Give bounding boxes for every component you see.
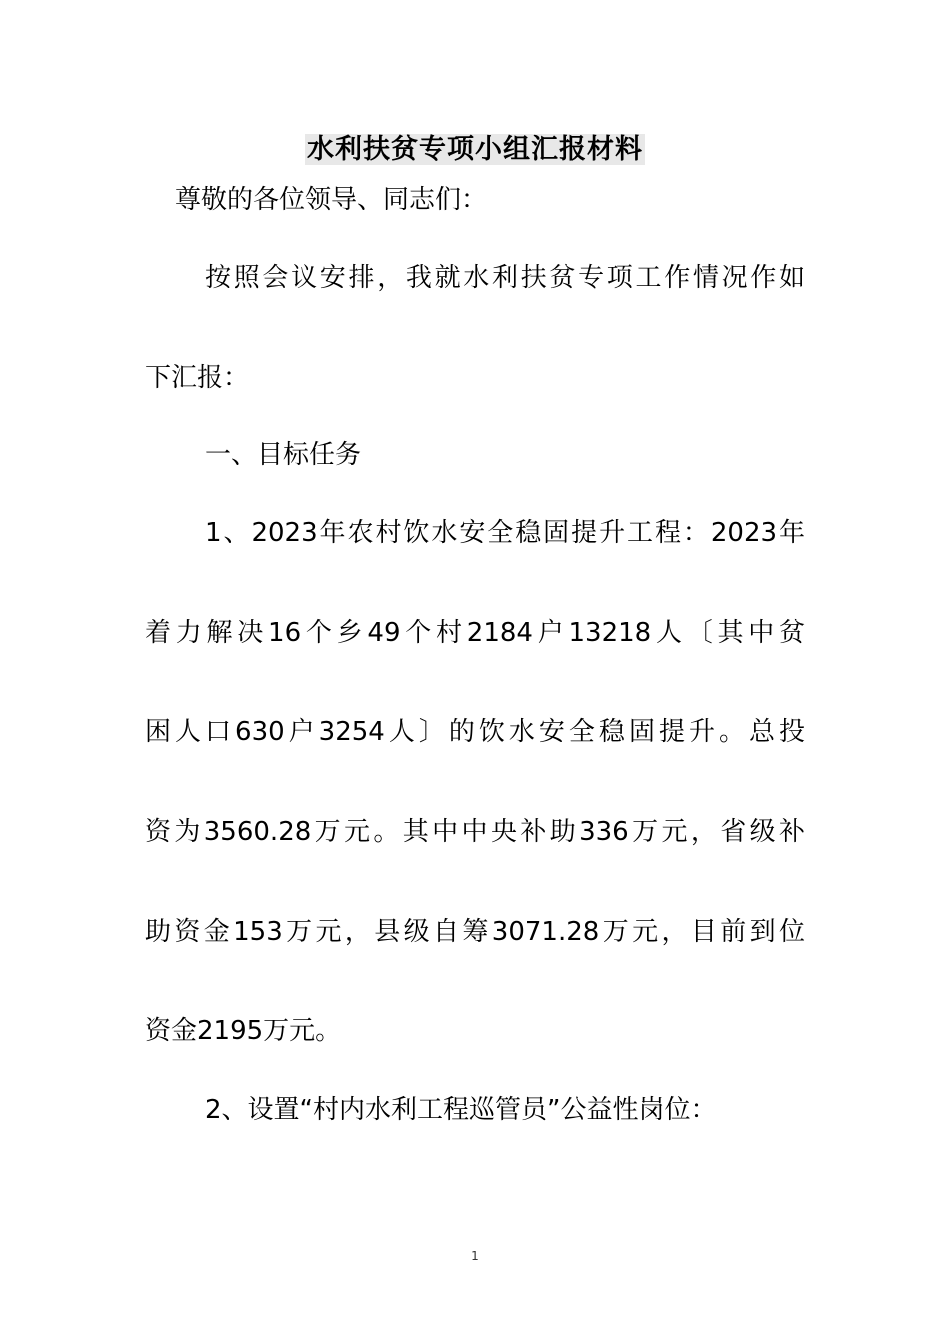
paragraph-line: 下汇报： bbox=[145, 363, 250, 393]
salutation: 尊敬的各位领导、同志们： bbox=[175, 185, 488, 215]
document-title-text: 水利扶贫专项小组汇报材料 bbox=[307, 134, 643, 165]
document-title bbox=[0, 130, 950, 170]
paragraph-line: 按照会议安排，我就水利扶贫专项工作情况作如 bbox=[205, 263, 805, 293]
paragraph-line: 困人口630户3254人〕的饮水安全稳固提升。总投 bbox=[145, 717, 805, 747]
section-heading: 一、目标任务 bbox=[205, 440, 362, 470]
paragraph-line: 资金2195万元。 bbox=[145, 1016, 342, 1046]
paragraph-line: 1、2023年农村饮水安全稳固提升工程：2023年 bbox=[205, 518, 805, 548]
paragraph-line: 助资金153万元，县级自筹3071.28万元，目前到位 bbox=[145, 917, 805, 947]
page-number: 1 bbox=[471, 1249, 479, 1263]
section-item: 2、设置“村内水利工程巡管员”公益性岗位： bbox=[205, 1095, 717, 1125]
paragraph-line: 资为3560.28万元。其中中央补助336万元，省级补 bbox=[145, 817, 805, 847]
paragraph-line: 着力解决16个乡49个村2184户13218人〔其中贫 bbox=[145, 618, 805, 648]
